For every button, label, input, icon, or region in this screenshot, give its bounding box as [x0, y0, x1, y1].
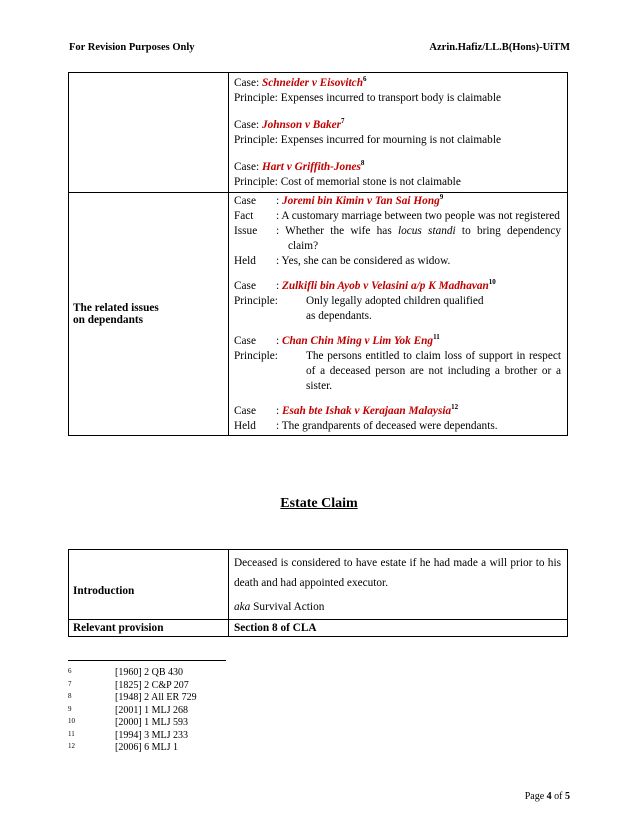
case-name: Esah bte Ishak v Kerajaan Malaysia — [281, 405, 452, 417]
dependency-claim-table — [68, 72, 568, 436]
introduction-label-cell: Introduction — [69, 550, 229, 620]
footnote-ref: 7 — [341, 117, 345, 126]
footnote-item: 6 [1960] 2 QB 430 — [68, 667, 184, 678]
fact-text: : A customary marriage between two people was not registered — [276, 210, 560, 222]
principle-line: Principle: Expenses incurred for mourning is not claimable — [234, 134, 501, 146]
footnote-item: 10 [2000] 1 MLJ 593 — [68, 717, 189, 728]
case-line: Case: Johnson v Baker$^7$ — [234, 117, 345, 131]
provision-value-cell: Section 8 of CLA — [229, 620, 568, 637]
case-name: Zulkifli bin Ayob v Velasini a/p K Madhavan — [281, 280, 489, 292]
estate-claim-table — [68, 549, 568, 637]
case-name: Chan Chin Ming v Lim Yok Eng — [281, 335, 434, 347]
provision-label-cell: Relevant provision — [69, 620, 229, 637]
case-block: Case : Chan Chin Ming v Lim Yok Eng$^{11}$ — [234, 333, 440, 347]
footnote-ref: 6 — [362, 75, 367, 84]
row-label-line: The related issues — [73, 302, 159, 314]
held-text: : Yes, she can be considered as widow. — [276, 255, 451, 267]
table-row — [69, 550, 568, 620]
principle-line: Principle: Cost of memorial stone is not claimable — [234, 176, 461, 188]
header-right-text: Azrin.Hafiz/LL.B(Hons)-UiTM — [429, 42, 570, 53]
introduction-text-cell — [229, 550, 568, 620]
footnote-ref: 10 — [488, 278, 496, 287]
table-row — [69, 193, 568, 436]
held-text: : The grandparents of deceased were dependants. — [276, 420, 498, 432]
aka-line: aka Survival Action — [234, 601, 325, 613]
related-issues-label-cell — [69, 193, 229, 436]
footnote-item: 9 [2001] 1 MLJ 268 — [68, 704, 189, 716]
case-line: Case: Schneider v Eisovitch$^6$ — [234, 75, 367, 89]
footnote-ref: 9 — [439, 193, 444, 202]
footnote-ref: 12 — [451, 403, 459, 412]
dependants-cases-cell — [229, 193, 568, 436]
footnote-ref: 8 — [360, 159, 365, 168]
footnote-ref: 11 — [433, 333, 440, 342]
funeral-expenses-cases-cell — [229, 73, 568, 193]
case-block: Case : Zulkifli bin Ayob v Velasini a/p K Madhavan$^{10}$ — [234, 278, 496, 292]
footnote-item: 12 [2006] 6 MLJ 1 — [68, 742, 179, 753]
case-name: Schneider v Eisovitch — [261, 77, 363, 89]
footnote-item: 11 [1994] 3 MLJ 233 — [68, 729, 189, 741]
table-row — [69, 73, 568, 193]
section-heading: Estate Claim — [280, 496, 358, 511]
case-block: Case : Esah bte Ishak v Kerajaan Malaysia$^{12}$ Held : The grandparents of deceased were dependants. — [234, 404, 567, 434]
footnotes — [68, 667, 197, 755]
page-number: Page 4 of 5 — [524, 791, 570, 802]
introduction-text: Deceased is considered to have estate if he had made a will prior to his death and had appointed executor. — [234, 557, 561, 589]
principle-block: Principle: The persons entitled to claim loss of support in respect of a deceased person are not including a brother or a sister. — [234, 350, 561, 392]
footnote-divider — [68, 660, 226, 661]
case-block: Case : Joremi bin Kimin v Tan Sai Hong$^9$ Fact : A customary marriage between two people was not registered Issue : Whether the wife has locus standi to bring dependency claim? Held : Yes, she can be considered as widow. — [234, 193, 561, 267]
case-name: Johnson v Baker — [261, 119, 342, 131]
principle-text: The persons entitled to claim loss of support in respect of a deceased person are not including a brother or a sister. — [306, 350, 561, 392]
table-row — [69, 620, 568, 637]
footnote-item: 8 [1948] 2 All ER 729 — [68, 692, 197, 703]
case-name: Joremi bin Kimin v Tan Sai Hong — [281, 195, 440, 207]
case-name: Hart v Griffith-Jones — [261, 161, 361, 173]
case-line: Case: Hart v Griffith-Jones$^8$ — [234, 159, 365, 173]
footnote-item: 7 [1825] 2 C&P 207 — [68, 679, 189, 691]
issue-text: : Whether the wife has locus standi to bring dependency claim? — [276, 225, 561, 252]
empty-label-cell — [69, 73, 229, 193]
principle-text: Only legally adopted children qualified as dependants. — [306, 295, 484, 322]
header-left-text: For Revision Purposes Only — [69, 42, 195, 53]
principle-block: Principle: Only legally adopted children qualified as dependants. — [234, 294, 567, 324]
row-label-line: on dependants — [73, 314, 144, 326]
principle-line: Principle: Expenses incurred to transport body is claimable — [234, 92, 501, 104]
